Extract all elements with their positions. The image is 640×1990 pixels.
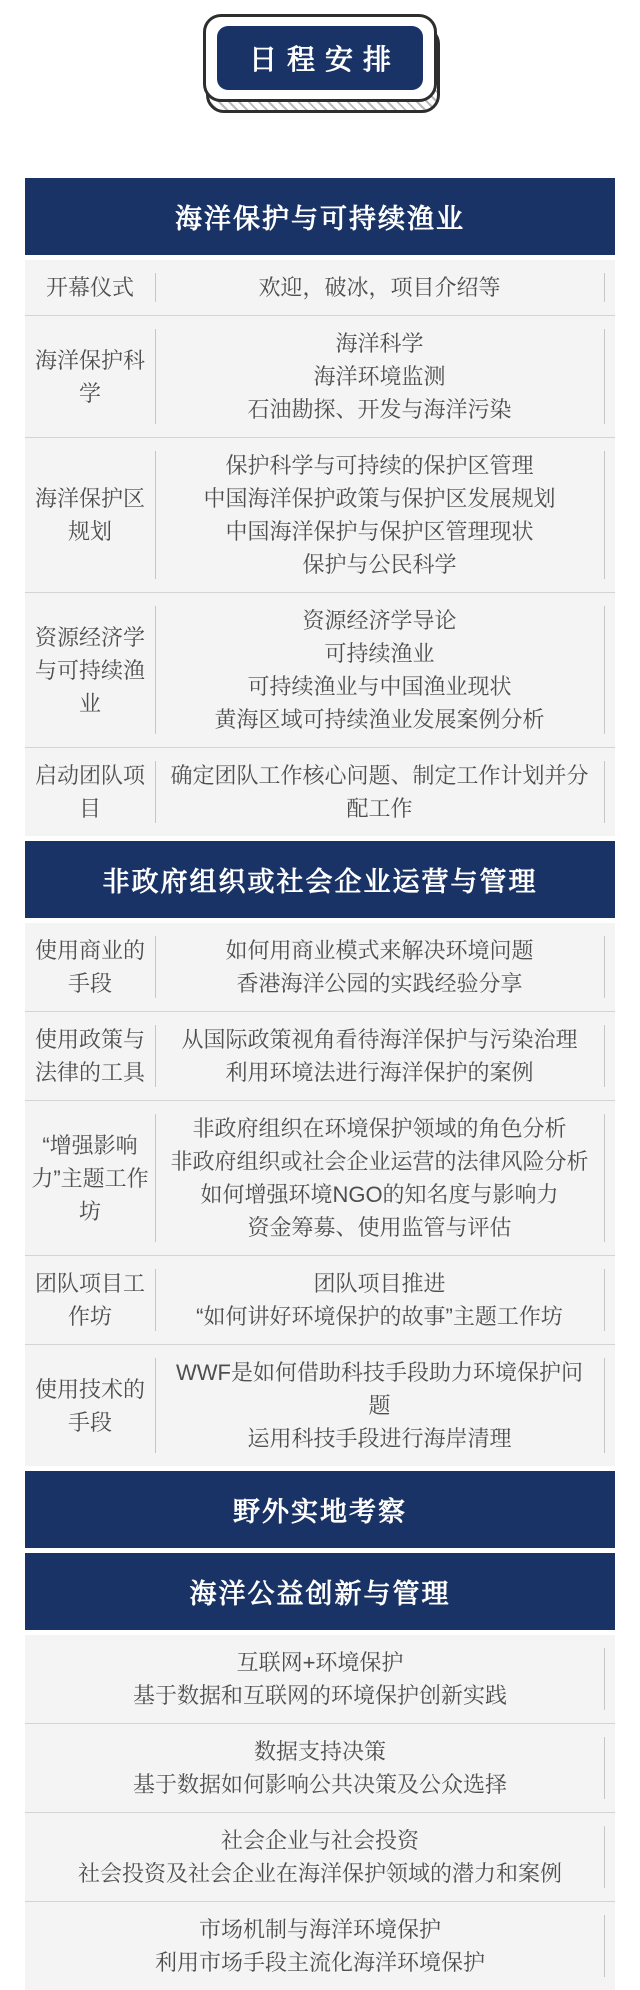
content-line: 保护与公民科学 — [302, 552, 457, 577]
badge-label: 日程安排 — [217, 26, 423, 90]
row-right-divider-line — [604, 606, 605, 734]
content-line: 资金筹募、使用监管与评估 — [247, 1215, 512, 1240]
content-line: 海洋环境监测 — [313, 364, 446, 389]
content-line: 石油勘探、开发与海洋污染 — [247, 397, 512, 422]
row-label: 开幕仪式 — [45, 275, 134, 300]
row-label: 资源经济学与可持续渔业 — [34, 624, 145, 716]
content-line: 团队项目推进 — [313, 1271, 446, 1296]
table-row — [25, 437, 615, 592]
table-row — [25, 747, 615, 836]
row-right-divider-line — [604, 761, 605, 823]
content-line: 中国海洋保护政策与保护区发展规划 — [203, 486, 556, 511]
table-row — [25, 1100, 615, 1255]
section-header — [25, 1471, 615, 1548]
content-line: 可持续渔业与中国渔业现状 — [247, 674, 512, 699]
section-header — [25, 178, 615, 255]
content-line: 市场机制与海洋环境保护 — [198, 1917, 441, 1942]
content-line: 中国海洋保护与保护区管理现状 — [225, 519, 534, 544]
table-row — [25, 260, 615, 315]
content-line: 基于数据和互联网的环境保护创新实践 — [132, 1683, 507, 1708]
row-content — [25, 1635, 615, 1723]
table-row — [25, 1812, 615, 1901]
table-row — [25, 1723, 615, 1812]
row-right-divider-line — [604, 1826, 605, 1888]
row-content — [25, 1813, 615, 1901]
section-title: 野外实地考察 — [233, 1497, 407, 1527]
schedule-table — [25, 178, 615, 1990]
row-right-divider-line — [604, 1269, 605, 1331]
row-content — [156, 438, 615, 592]
table-row — [25, 1635, 615, 1723]
row-content — [156, 1101, 615, 1255]
row-label: 使用技术的手段 — [34, 1376, 145, 1435]
row-content — [156, 593, 615, 747]
row-block — [25, 1635, 615, 1990]
row-right-divider-line — [604, 1358, 605, 1453]
content-line: 确定团队工作核心问题、制定工作计划并分配工作 — [170, 763, 589, 821]
content-line: “如何讲好环境保护的故事”主题工作坊 — [196, 1304, 563, 1329]
row-content — [156, 923, 615, 1011]
content-line: 黄海区域可持续渔业发展案例分析 — [214, 707, 545, 732]
row-label: 海洋保护科学 — [34, 347, 145, 406]
content-line: 互联网+环境保护 — [236, 1650, 404, 1675]
content-line: 基于数据如何影响公共决策及公众选择 — [132, 1772, 507, 1797]
row-content — [25, 1724, 615, 1812]
table-row — [25, 1901, 615, 1990]
row-right-divider-line — [604, 1025, 605, 1087]
row-label: 团队项目工作坊 — [34, 1271, 145, 1329]
row-label: “增强影响力”主题工作坊 — [31, 1132, 149, 1224]
schedule-badge — [203, 14, 437, 102]
content-line: 香港海洋公园的实践经验分享 — [236, 971, 523, 996]
table-row — [25, 1344, 615, 1466]
table-row — [25, 592, 615, 747]
content-line: 欢迎，破冰，项目介绍等 — [258, 275, 501, 300]
badge-area — [0, 0, 640, 102]
row-label: 启动团队项目 — [34, 763, 145, 821]
row-right-divider-line — [604, 273, 605, 302]
row-label: 使用政策与法律的工具 — [34, 1027, 145, 1085]
row-content — [156, 1012, 615, 1100]
row-right-divider-line — [604, 329, 605, 424]
section-title: 海洋公益创新与管理 — [189, 1579, 451, 1609]
row-content — [156, 260, 615, 315]
content-line: 非政府组织或社会企业运营的法律风险分析 — [170, 1149, 589, 1174]
content-line: 海洋科学 — [335, 331, 424, 356]
table-row — [25, 1255, 615, 1344]
content-line: 利用环境法进行海洋保护的案例 — [225, 1060, 534, 1085]
row-content — [156, 316, 615, 437]
row-content — [25, 1902, 615, 1990]
content-line: 社会投资及社会企业在海洋保护领域的潜力和案例 — [77, 1861, 562, 1886]
content-line: 保护科学与可持续的保护区管理 — [225, 453, 534, 478]
row-right-divider-line — [604, 451, 605, 579]
content-line: WWF是如何借助科技手段助力环境保护问题 — [176, 1360, 583, 1418]
content-line: 如何用商业模式来解决环境问题 — [225, 938, 534, 963]
section-header — [25, 841, 615, 918]
content-line: 资源经济学导论 — [302, 608, 457, 633]
row-block — [25, 260, 615, 836]
content-line: 利用市场手段主流化海洋环境保护 — [154, 1950, 485, 1975]
section-title: 海洋保护与可持续渔业 — [175, 204, 465, 234]
content-line: 社会企业与社会投资 — [220, 1828, 419, 1853]
content-line: 非政府组织在环境保护领域的角色分析 — [192, 1116, 567, 1141]
row-right-divider-line — [604, 1915, 605, 1977]
row-right-divider-line — [604, 1737, 605, 1799]
table-row — [25, 923, 615, 1011]
row-right-divider-line — [604, 936, 605, 998]
table-row — [25, 315, 615, 437]
row-right-divider-line — [604, 1648, 605, 1710]
content-line: 如何增强环境NGO的知名度与影响力 — [200, 1182, 559, 1207]
row-content — [156, 748, 615, 836]
content-line: 从国际政策视角看待海洋保护与污染治理 — [181, 1027, 578, 1052]
row-label: 使用商业的手段 — [34, 938, 145, 996]
content-line: 数据支持决策 — [253, 1739, 386, 1764]
badge-frame — [203, 14, 437, 102]
row-block — [25, 923, 615, 1466]
row-right-divider-line — [604, 1114, 605, 1242]
section-header — [25, 1553, 615, 1630]
row-label: 海洋保护区规划 — [34, 486, 145, 544]
row-content — [156, 1345, 615, 1466]
table-row — [25, 1011, 615, 1100]
content-line: 可持续渔业 — [324, 641, 435, 666]
section-title: 非政府组织或社会企业运营与管理 — [102, 867, 538, 897]
row-content — [156, 1256, 615, 1344]
content-line: 运用科技手段进行海岸清理 — [247, 1426, 512, 1451]
